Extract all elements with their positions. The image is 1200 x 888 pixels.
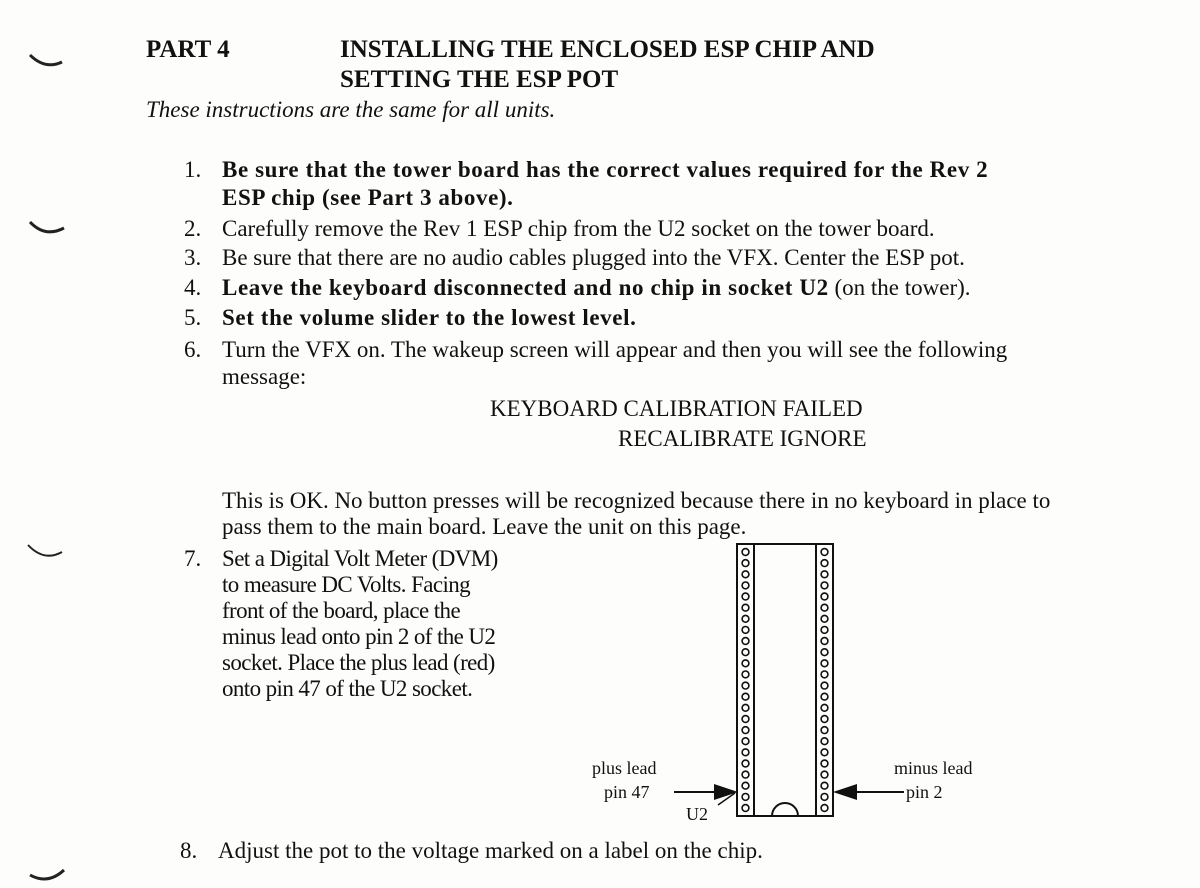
right-pin-15: [821, 704, 828, 711]
step-7-number: 7.: [184, 546, 202, 571]
step-4-bold-text: Leave the keyboard disconnected and no chip in socket U2: [222, 275, 829, 300]
left-pin-8: [742, 627, 749, 634]
page-title-line-1: INSTALLING THE ENCLOSED ESP CHIP AND: [340, 36, 875, 63]
plus-lead-arrowhead: [714, 784, 738, 800]
step-4-number: 4.: [184, 275, 202, 300]
step-8-text: Adjust the pot to the voltage marked on a label on the chip.: [218, 838, 763, 863]
plus-lead-label: plus lead: [592, 758, 657, 778]
left-pins: [742, 549, 749, 812]
left-pin-6: [742, 604, 749, 611]
left-pin-7: [742, 615, 749, 622]
step-8-number: 8.: [180, 838, 198, 863]
left-pin-14: [742, 693, 749, 700]
left-pin-13: [742, 682, 749, 689]
left-pin-11: [742, 660, 749, 667]
minus-lead-arrowhead: [833, 784, 857, 800]
left-pin-18: [742, 738, 749, 745]
left-pin-16: [742, 716, 749, 723]
step-7-line-2: to measure DC Volts. Facing: [222, 572, 471, 597]
right-pin-3: [821, 571, 828, 578]
left-pin-2: [742, 560, 749, 567]
minus-lead-label: minus lead: [894, 758, 973, 778]
message-line-1: KEYBOARD CALIBRATION FAILED: [490, 396, 863, 421]
step-6-number: 6.: [184, 337, 202, 362]
right-pin-column: [816, 544, 833, 816]
step-7-line-1: Set a Digital Volt Meter (DVM): [222, 546, 498, 571]
step-7-line-4: minus lead onto pin 2 of the U2: [222, 624, 496, 649]
right-pin-24: [821, 805, 828, 812]
step-1-line-1: Be sure that the tower board has the correct values required for the Rev 2: [222, 157, 989, 182]
subtitle: These instructions are the same for all units.: [146, 97, 556, 122]
step-6-line-2: message:: [222, 364, 307, 389]
right-pins: [821, 549, 828, 812]
left-pin-column: [737, 544, 754, 816]
left-pin-4: [742, 582, 749, 589]
step-7-line-5: socket. Place the plus lead (red): [222, 650, 495, 675]
right-pin-2: [821, 560, 828, 567]
left-pin-3: [742, 571, 749, 578]
left-pin-9: [742, 638, 749, 645]
step-2-text: Carefully remove the Rev 1 ESP chip from the U2 socket on the tower board.: [222, 216, 935, 241]
left-pin-10: [742, 649, 749, 656]
left-pin-21: [742, 771, 749, 778]
right-pin-19: [821, 749, 828, 756]
pin-47-label: pin 47: [604, 782, 650, 802]
step-3-number: 3.: [184, 245, 202, 270]
part-label: PART 4: [146, 36, 230, 63]
binder-mark: [28, 545, 62, 556]
binder-mark: [30, 222, 64, 232]
binder-mark: [30, 870, 64, 879]
step-3-text: Be sure that there are no audio cables plugged into the VFX. Center the ESP pot.: [222, 245, 965, 270]
right-pin-8: [821, 627, 828, 634]
right-pin-12: [821, 671, 828, 678]
right-pin-10: [821, 649, 828, 656]
right-pin-23: [821, 794, 828, 801]
right-pin-18: [821, 738, 828, 745]
step-2-number: 2.: [184, 216, 202, 241]
right-pin-22: [821, 782, 828, 789]
pin-2-label: pin 2: [906, 782, 943, 802]
note-line-1: This is OK. No button presses will be recognized because there in no keyboard in place to: [222, 488, 1051, 513]
left-pin-20: [742, 760, 749, 767]
right-pin-13: [821, 682, 828, 689]
right-pin-20: [821, 760, 828, 767]
step-1-line-2: ESP chip (see Part 3 above).: [222, 185, 514, 210]
right-pin-5: [821, 593, 828, 600]
left-pin-23: [742, 794, 749, 801]
right-pin-9: [821, 638, 828, 645]
message-line-2: RECALIBRATE IGNORE: [618, 426, 867, 451]
chip-notch: [772, 803, 798, 816]
step-6-line-1: Turn the VFX on. The wakeup screen will appear and then you will see the following: [222, 337, 1008, 362]
right-pin-1: [821, 549, 828, 556]
right-pin-11: [821, 660, 828, 667]
step-5-text: Set the volume slider to the lowest level.: [222, 305, 637, 330]
chip-socket-outline: [737, 544, 833, 816]
right-pin-7: [821, 615, 828, 622]
page-title-line-2: SETTING THE ESP POT: [340, 66, 619, 93]
step-7-line-6: onto pin 47 of the U2 socket.: [222, 676, 473, 701]
step-1-number: 1.: [184, 157, 202, 182]
note-line-2: pass them to the main board. Leave the unit on this page.: [222, 514, 747, 539]
right-pin-4: [821, 582, 828, 589]
left-pin-1: [742, 549, 749, 556]
left-pin-19: [742, 749, 749, 756]
step-4-rest-text: (on the tower).: [828, 275, 971, 300]
right-pin-17: [821, 727, 828, 734]
binder-mark: [30, 55, 62, 65]
chip-label-u2: U2: [686, 804, 708, 824]
right-pin-6: [821, 604, 828, 611]
left-pin-12: [742, 671, 749, 678]
left-pin-5: [742, 593, 749, 600]
left-pin-17: [742, 727, 749, 734]
step-7-line-3: front of the board, place the: [222, 598, 461, 623]
left-pin-15: [742, 704, 749, 711]
right-pin-16: [821, 716, 828, 723]
right-pin-21: [821, 771, 828, 778]
step-5-number: 5.: [184, 305, 202, 330]
left-pin-22: [742, 782, 749, 789]
left-pin-24: [742, 805, 749, 812]
right-pin-14: [821, 693, 828, 700]
